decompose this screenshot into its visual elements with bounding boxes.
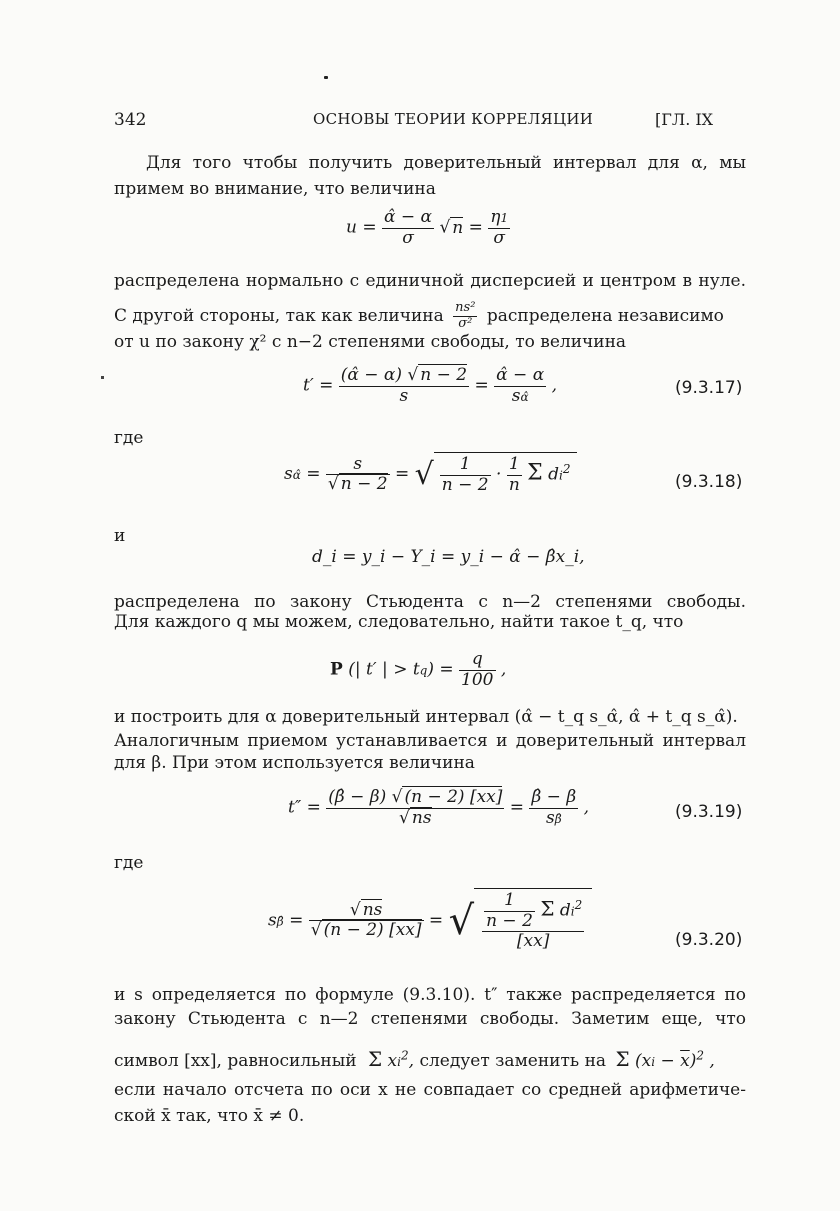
text-line: символ [xx], равносильный Σ $xi^2$, следует заменить на Σ $(xi - \overline{x})^2$ , — [114, 1047, 715, 1071]
equation-di: d_i = y_i − Y_i = y_i − α̂ − β̂x_i, — [312, 547, 585, 567]
equation-number: (9.3.17) — [675, 378, 743, 398]
text-line: где — [114, 853, 144, 873]
text-line: Аналогичным приемом устанавливается и доверительный интервал — [114, 731, 746, 751]
chapter-label: [ГЛ. IX — [655, 110, 714, 129]
equation-9-3-20: sβ̂ = $\frac{√ ns}{√ (n - 2) [xx]}$ = √ $\frac{1}{n - 2}$ Σ $di^2$ [xx] — [268, 888, 592, 954]
equation-number: (9.3.18) — [675, 472, 743, 492]
text-line: и построить для α доверительный интервал (α̂ − t_q s_α̂, α̂ + t_q s_α̂). — [114, 707, 738, 727]
text-line: для β. При этом используется величина — [114, 753, 475, 773]
equation-9-3-18: sα̂ = $\frac{s}{√ n - 2}$ = √ $\frac{1}{n - 2}$ · $\frac{1}{n}$ Σ $di^2$ — [284, 452, 577, 497]
ink-speck — [324, 76, 328, 79]
text-line: ской x̄ так, что x̄ ≠ 0. — [114, 1106, 305, 1126]
text-line: Для того чтобы получить доверительный интервал для α, мы — [146, 153, 746, 173]
equation-number: (9.3.19) — [675, 802, 743, 822]
text-line: если начало отсчета по оси x не совпадает со средней арифметиче- — [114, 1080, 746, 1100]
equation-9-3-17: t′ = $\frac{(\alphâ - \alpha) √ n - 2}{s}$ = $\frac{\alphâ - \alpha}{s\alphâ}$ , — [303, 365, 557, 406]
text-line: закону Стьюдента с n—2 степенями свободы. Заметим еще, что — [114, 1009, 746, 1029]
text-line: от u по закону χ² с n−2 степенями свободы, то величина — [114, 332, 627, 352]
equation-u: u = $\frac{\alphâ - \alpha}{\sigma}$ √ n = $\frac{\eta 1}{\sigma}$ — [346, 207, 509, 248]
text-line: и s определяется по формуле (9.3.10). t″ также распределяется по — [114, 985, 746, 1005]
text-line: распределена нормально с единичной дисперсией и центром в нуле. — [114, 271, 746, 291]
text-line: распределена по закону Стьюдента с n—2 степенями свободы. — [114, 592, 746, 612]
page-number: 342 — [114, 110, 147, 130]
equation-probability: P (| t′ | > tq) = $\frac{q}{100}$ , — [330, 649, 507, 690]
text-line: Для каждого q мы можем, следовательно, найти такое t_q, что — [114, 612, 684, 632]
running-title: ОСНОВЫ ТЕОРИИ КОРРЕЛЯЦИИ — [313, 110, 594, 128]
margin-mark — [101, 376, 104, 379]
text-line: и — [114, 526, 126, 546]
equation-9-3-19: t″ = $\frac{(\betâ - \beta) √ (n - 2) [xx]}{√ ns}$ = $\frac{\betâ - \beta}{s\betâ}$ , — [288, 787, 589, 828]
text-line: где — [114, 428, 144, 448]
equation-number: (9.3.20) — [675, 930, 743, 950]
text-line: С другой стороны, так как величина $\frac{\text{ns²}}{\text{σ²}}$ распределена независимо — [114, 300, 724, 331]
text-line: примем во внимание, что величина — [114, 179, 436, 199]
